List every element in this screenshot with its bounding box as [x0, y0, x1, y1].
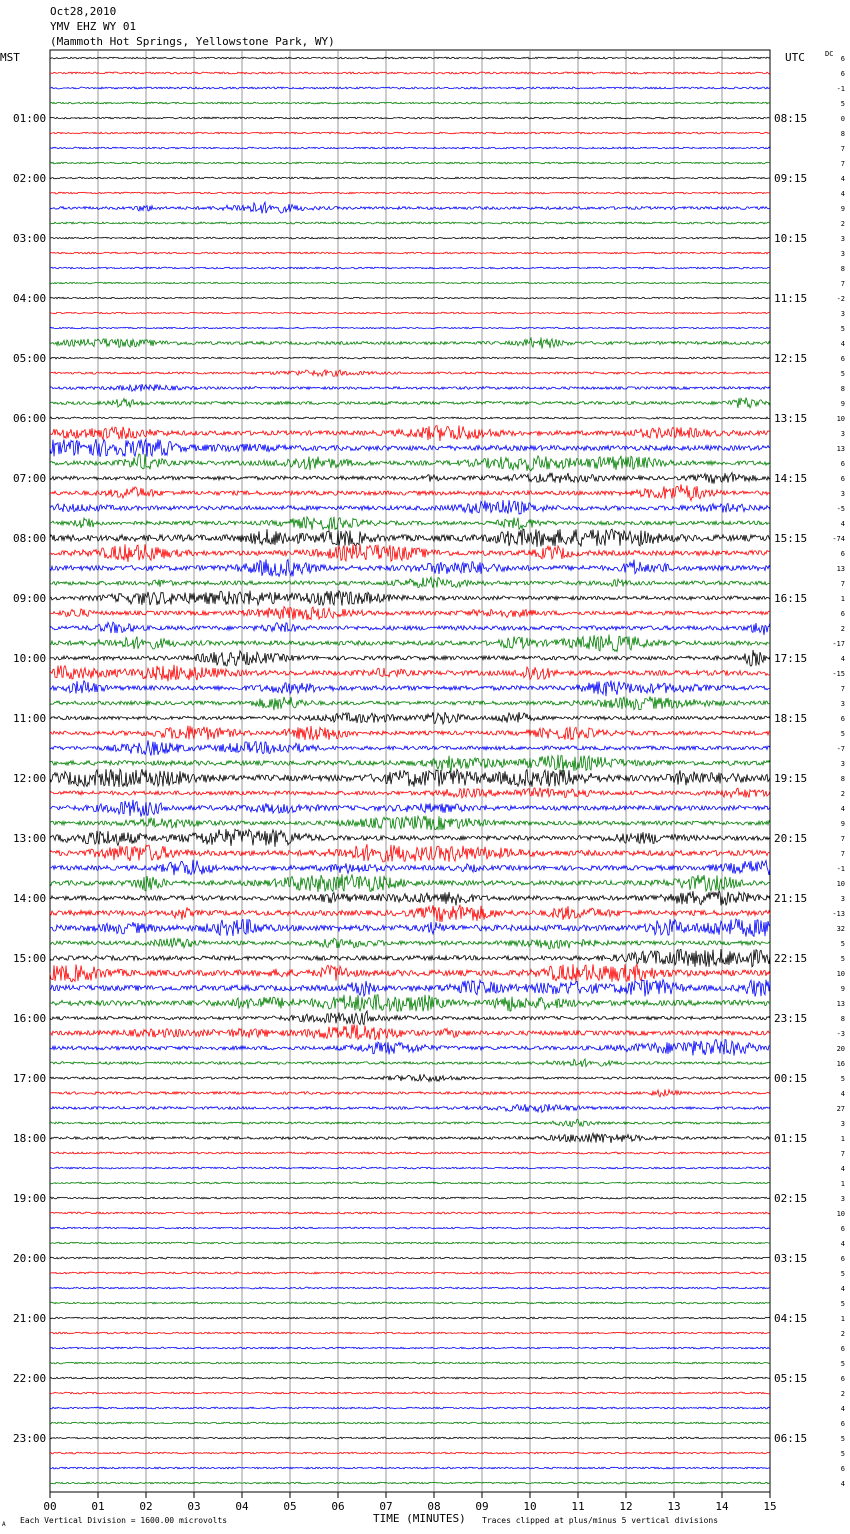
- mst-hour-label: 12:00: [13, 772, 47, 785]
- dc-offset-label: 8: [840, 265, 845, 273]
- header-location: (Mammoth Hot Springs, Yellowstone Park, WY): [50, 35, 335, 48]
- dc-offset-label: 3: [840, 490, 845, 498]
- dc-offset-label: 4: [840, 190, 845, 198]
- utc-hour-label: 01:15: [774, 1132, 808, 1145]
- dc-offset-label: 6: [840, 610, 845, 618]
- utc-hour-label: 15:15: [774, 532, 808, 545]
- dc-offset-label: 8: [840, 1015, 845, 1023]
- dc-offset-label: 5: [840, 1450, 845, 1458]
- x-tick-label: 09: [475, 1500, 489, 1513]
- dc-offset-label: 7: [840, 685, 845, 693]
- utc-hour-label: 02:15: [774, 1192, 808, 1205]
- dc-offset-label: 8: [840, 775, 845, 783]
- mst-hour-label: 07:00: [13, 472, 47, 485]
- dc-offset-label: -1: [836, 85, 845, 93]
- dc-offset-label: 7: [840, 835, 845, 843]
- mst-hour-label: 06:00: [13, 412, 47, 425]
- mst-hour-label: 08:00: [13, 532, 47, 545]
- right-timezone-label: UTC: [785, 51, 805, 64]
- x-tick-label: 03: [187, 1500, 201, 1513]
- dc-offset-label: 0: [840, 115, 845, 123]
- utc-hour-label: 20:15: [774, 832, 808, 845]
- dc-offset-label: 3: [840, 700, 845, 708]
- dc-offset-label: 5: [840, 370, 845, 378]
- dc-offset-label: 4: [840, 1240, 845, 1248]
- dc-offset-label: 8: [840, 130, 845, 138]
- left-timezone-label: MST: [0, 51, 20, 64]
- dc-offset-label: 5: [840, 325, 845, 333]
- mst-hour-label: 01:00: [13, 112, 47, 125]
- dc-offset-label: 3: [840, 430, 845, 438]
- utc-hour-label: 04:15: [774, 1312, 808, 1325]
- dc-offset-labels: [832, 55, 845, 1488]
- dc-offset-label: 4: [840, 175, 845, 183]
- dc-offset-label: 6: [840, 475, 845, 483]
- mst-hour-label: 03:00: [13, 232, 47, 245]
- dc-offset-label: 7: [840, 1150, 845, 1158]
- x-tick-label: 05: [283, 1500, 297, 1513]
- mst-hour-labels: [13, 112, 46, 1445]
- mst-hour-label: 19:00: [13, 1192, 47, 1205]
- dc-offset-label: -7: [836, 745, 845, 753]
- dc-offset-label: -1: [836, 865, 845, 873]
- mst-hour-label: 15:00: [13, 952, 47, 965]
- mst-hour-label: 23:00: [13, 1432, 47, 1445]
- utc-hour-labels: [774, 112, 807, 1445]
- footer-left-mark: A: [2, 1521, 6, 1528]
- dc-offset-label: -5: [836, 505, 845, 513]
- dc-offset-label: 5: [840, 955, 845, 963]
- mst-hour-label: 22:00: [13, 1372, 47, 1385]
- x-tick-label: 15: [763, 1500, 777, 1513]
- mst-hour-label: 20:00: [13, 1252, 47, 1265]
- utc-hour-label: 17:15: [774, 652, 808, 665]
- utc-hour-label: 06:15: [774, 1432, 808, 1445]
- utc-hour-label: 12:15: [774, 352, 808, 365]
- dc-offset-label: -74: [832, 535, 845, 543]
- dc-offset-label: 6: [840, 355, 845, 363]
- mst-hour-label: 13:00: [13, 832, 47, 845]
- utc-hour-label: 13:15: [774, 412, 808, 425]
- utc-hour-label: 10:15: [774, 232, 808, 245]
- mst-hour-label: 14:00: [13, 892, 47, 905]
- dc-offset-label: 4: [840, 805, 845, 813]
- dc-offset-label: 5: [840, 730, 845, 738]
- dc-offset-label: 6: [840, 460, 845, 468]
- clip-note: Traces clipped at plus/minus 5 vertical divisions: [482, 1516, 719, 1525]
- dc-offset-label: 16: [836, 1060, 845, 1068]
- dc-offset-label: 3: [840, 1195, 845, 1203]
- utc-hour-label: 08:15: [774, 112, 808, 125]
- header-station: YMV EHZ WY 01: [50, 20, 137, 33]
- dc-offset-label: 3: [840, 250, 845, 258]
- mst-hour-label: 11:00: [13, 712, 47, 725]
- mst-hour-label: 04:00: [13, 292, 47, 305]
- dc-offset-label: 6: [840, 550, 845, 558]
- dc-offset-label: 5: [840, 1435, 845, 1443]
- dc-offset-label: 1: [840, 1315, 845, 1323]
- x-tick-label: 02: [139, 1500, 153, 1513]
- dc-offset-label: 2: [840, 790, 845, 798]
- dc-offset-label: 13: [836, 1000, 845, 1008]
- x-tick-label: 14: [715, 1500, 729, 1513]
- x-tick-label: 06: [331, 1500, 345, 1513]
- dc-offset-label: 6: [840, 1375, 845, 1383]
- dc-offset-label: -3: [836, 1030, 845, 1038]
- dc-offset-label: 3: [840, 895, 845, 903]
- utc-hour-label: 00:15: [774, 1072, 808, 1085]
- scale-note: Each Vertical Division = 1600.00 microvolts: [20, 1516, 228, 1525]
- x-tick-label: 04: [235, 1500, 249, 1513]
- mst-hour-label: 21:00: [13, 1312, 47, 1325]
- dc-offset-label: -15: [832, 670, 845, 678]
- dc-offset-label: 9: [840, 820, 845, 828]
- dc-offset-label: 4: [840, 1285, 845, 1293]
- dc-offset-label: 5: [840, 1360, 845, 1368]
- dc-offset-label: 7: [840, 580, 845, 588]
- dc-offset-label: 5: [840, 1075, 845, 1083]
- mst-hour-label: 09:00: [13, 592, 47, 605]
- dc-offset-label: 6: [840, 715, 845, 723]
- dc-offset-label: -13: [832, 910, 845, 918]
- dc-offset-label: 3: [840, 310, 845, 318]
- dc-offset-label: 6: [840, 1465, 845, 1473]
- x-tick-label: 01: [91, 1500, 105, 1513]
- utc-hour-label: 05:15: [774, 1372, 808, 1385]
- dc-offset-label: 27: [836, 1105, 845, 1113]
- dc-offset-label: -17: [832, 640, 845, 648]
- mst-hour-label: 10:00: [13, 652, 47, 665]
- dc-offset-label: 1: [840, 1135, 845, 1143]
- x-tick-label: 10: [523, 1500, 537, 1513]
- dc-offset-label: 3: [840, 760, 845, 768]
- dc-offset-label: 7: [840, 160, 845, 168]
- dc-offset-label: 10: [836, 415, 845, 423]
- dc-offset-label: 5: [840, 100, 845, 108]
- header-date: Oct28,2010: [50, 5, 117, 18]
- dc-offset-label: 8: [840, 385, 845, 393]
- dc-offset-label: 7: [840, 280, 845, 288]
- dc-offset-label: 10: [836, 970, 845, 978]
- dc-offset-label: 1: [840, 595, 845, 603]
- dc-offset-label: 6: [840, 1225, 845, 1233]
- dc-offset-label: 6: [840, 55, 845, 63]
- dc-header-label: DC: [825, 50, 834, 58]
- utc-hour-label: 19:15: [774, 772, 808, 785]
- dc-offset-label: 2: [840, 625, 845, 633]
- utc-hour-label: 21:15: [774, 892, 808, 905]
- dc-offset-label: 32: [836, 925, 845, 933]
- dc-offset-label: 1: [840, 1180, 845, 1188]
- utc-hour-label: 03:15: [774, 1252, 808, 1265]
- utc-hour-label: 23:15: [774, 1012, 808, 1025]
- utc-hour-label: 16:15: [774, 592, 808, 605]
- x-axis-ticks: [43, 1492, 776, 1513]
- dc-offset-label: 6: [840, 70, 845, 78]
- x-tick-label: 07: [379, 1500, 393, 1513]
- mst-hour-label: 02:00: [13, 172, 47, 185]
- dc-offset-label: 9: [840, 985, 845, 993]
- dc-offset-label: 4: [840, 520, 845, 528]
- dc-offset-label: 5: [840, 1300, 845, 1308]
- plot-frame: [50, 50, 770, 1492]
- dc-offset-label: 13: [836, 445, 845, 453]
- dc-offset-label: 4: [840, 1405, 845, 1413]
- utc-hour-label: 14:15: [774, 472, 808, 485]
- x-axis-title: TIME (MINUTES): [373, 1512, 466, 1525]
- dc-offset-label: 2: [840, 220, 845, 228]
- dc-offset-label: -2: [836, 295, 845, 303]
- dc-offset-label: 20: [836, 1045, 845, 1053]
- dc-offset-label: 6: [840, 1255, 845, 1263]
- x-tick-label: 00: [43, 1500, 57, 1513]
- dc-offset-label: 4: [840, 1480, 845, 1488]
- dc-offset-label: 4: [840, 655, 845, 663]
- dc-offset-label: 4: [840, 1165, 845, 1173]
- utc-hour-label: 22:15: [774, 952, 808, 965]
- dc-offset-label: 7: [840, 145, 845, 153]
- dc-offset-label: 3: [840, 235, 845, 243]
- dc-offset-label: 6: [840, 1420, 845, 1428]
- utc-hour-label: 09:15: [774, 172, 808, 185]
- mst-hour-label: 17:00: [13, 1072, 47, 1085]
- dc-offset-label: 5: [840, 1270, 845, 1278]
- dc-offset-label: 4: [840, 340, 845, 348]
- utc-hour-label: 18:15: [774, 712, 808, 725]
- x-tick-label: 11: [571, 1500, 585, 1513]
- x-tick-label: 13: [667, 1500, 681, 1513]
- dc-offset-label: 7: [840, 850, 845, 858]
- dc-offset-label: 5: [840, 940, 845, 948]
- mst-hour-label: 18:00: [13, 1132, 47, 1145]
- dc-offset-label: 2: [840, 1330, 845, 1338]
- dc-offset-label: 6: [840, 1345, 845, 1353]
- dc-offset-label: 10: [836, 880, 845, 888]
- dc-offset-label: 9: [840, 205, 845, 213]
- dc-offset-label: 4: [840, 1090, 845, 1098]
- x-tick-label: 08: [427, 1500, 441, 1513]
- dc-offset-label: 3: [840, 1120, 845, 1128]
- mst-hour-label: 16:00: [13, 1012, 47, 1025]
- dc-offset-label: 13: [836, 565, 845, 573]
- dc-offset-label: 10: [836, 1210, 845, 1218]
- mst-hour-label: 05:00: [13, 352, 47, 365]
- x-tick-label: 12: [619, 1500, 633, 1513]
- dc-offset-label: 2: [840, 1390, 845, 1398]
- utc-hour-label: 11:15: [774, 292, 808, 305]
- dc-offset-label: 9: [840, 400, 845, 408]
